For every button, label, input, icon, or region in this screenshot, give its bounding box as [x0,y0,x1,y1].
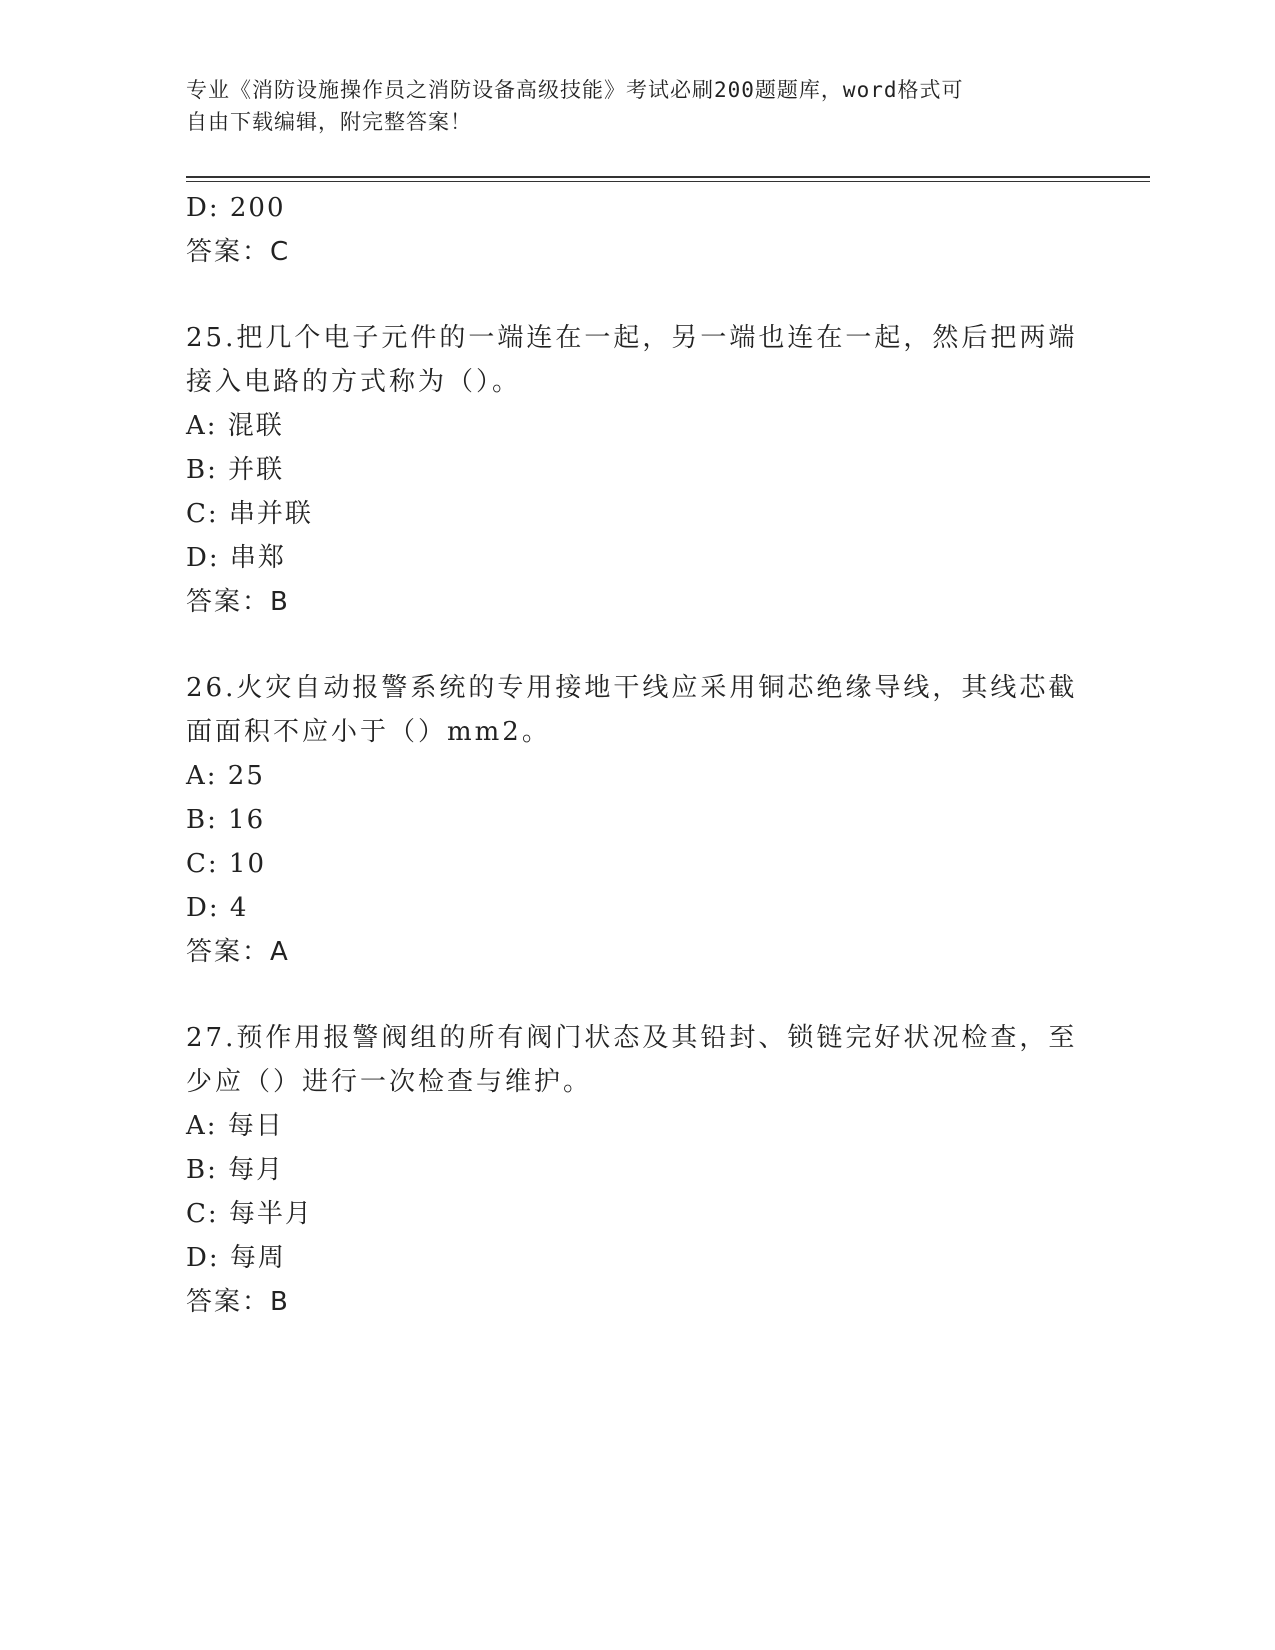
header-divider-thick [186,176,1150,178]
header-divider-thin [186,181,1150,182]
question-27-option-c: C: 每半月 [186,1199,313,1229]
header-line-2: 自由下载编辑，附完整答案！ [186,110,472,134]
question-26-option-a: A: 25 [186,761,265,791]
question-27-line-1: 27.预作用报警阀组的所有阀门状态及其铅封、锁链完好状况检查，至 [186,1023,1078,1053]
question-26-option-d: D: 4 [186,893,249,923]
question-27-option-a: A: 每日 [186,1111,284,1141]
question-25-option-c: C: 串并联 [186,499,313,529]
question-27-option-b: B: 每月 [186,1155,285,1185]
question-25-line-1: 25.把几个电子元件的一端连在一起，另一端也连在一起，然后把两端 [186,323,1078,353]
question-25-option-d: D: 串郑 [186,543,286,573]
question-26-answer: 答案：A [186,937,290,967]
question-26-line-1: 26.火灾自动报警系统的专用接地干线应采用铜芯绝缘导线，其线芯截 [186,673,1078,703]
question-27-line-2: 少应（）进行一次检查与维护。 [186,1067,593,1097]
question-26-option-b: B: 16 [186,805,266,835]
question-26-option-c: C: 10 [186,849,267,879]
document-header [186,74,1066,138]
header-line-1: 专业《消防设施操作员之消防设备高级技能》考试必刷200题题库，word格式可 [186,78,964,102]
question-25-option-b: B: 并联 [186,455,285,485]
question-25-line-2: 接入电路的方式称为（）。 [186,367,522,397]
question-25-answer: 答案：B [186,587,290,617]
question-27-option-d: D: 每周 [186,1243,286,1273]
question-27-answer: 答案：B [186,1287,290,1317]
question-26-line-2: 面面积不应小于（）mm2。 [186,717,551,747]
question-25-option-a: A: 混联 [186,411,284,441]
prev-option-d: D: 200 [186,193,286,223]
prev-answer: 答案：C [186,237,291,267]
